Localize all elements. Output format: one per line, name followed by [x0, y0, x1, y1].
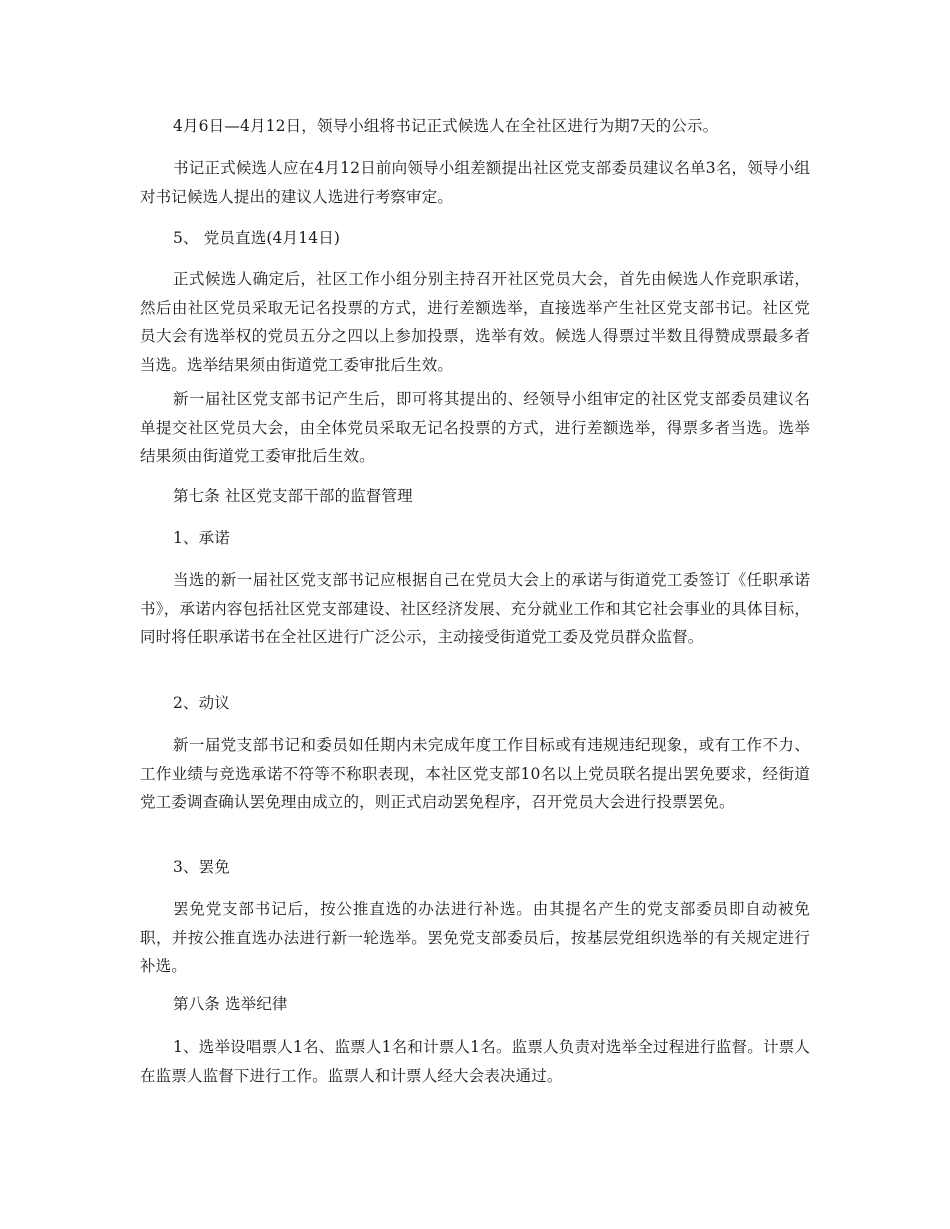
section-heading-direct-election: 5、 党员直选(4月14日): [173, 229, 341, 247]
paragraph-election-procedure: 正式候选人确定后，社区工作小组分别主持召开社区党员大会，首先由候选人作竞职承诺，然后由社区党员采取无记名投票的方式，进行差额选举，直接选举产生社区党支部书记。社区党员大会有选举权的党员五分之四以上参加投票，选举有效。候选人得票过半数且得赞成票最多者当选。选举结果须由街道党工委审批后生效。: [140, 270, 810, 374]
section-heading-recall: 3、罢免: [173, 858, 230, 876]
paragraph-commitment: 当选的新一届社区党支部书记应根据自己在党员大会上的承诺与街道党工委签订《任职承诺书》，承诺内容包括社区党支部建设、社区经济发展、充分就业工作和其它社会事业的具体目标，同时将任职承诺书在全社区进行广泛公示，主动接受街道党工委及党员群众监督。: [140, 571, 810, 646]
paragraph-vote-officials: 1、选举设唱票人1名、监票人1名和计票人1名。监票人负责对选举全过程进行监督。计票人在监票人监督下进行工作。监票人和计票人经大会表决通过。: [140, 1038, 810, 1085]
article-heading-seven: 第七条 社区党支部干部的监督管理: [173, 487, 413, 505]
paragraph-committee-nomination: 书记正式候选人应在4月12日前向领导小组差额提出社区党支部委员建议名单3名，领导小组对书记候选人提出的建议人选进行考察审定。: [140, 159, 810, 206]
article-heading-eight: 第八条 选举纪律: [173, 995, 288, 1013]
section-heading-commitment: 1、承诺: [173, 529, 230, 547]
paragraph-publicity-period: 4月6日—4月12日，领导小组将书记正式候选人在全社区进行为期7天的公示。: [173, 117, 719, 135]
paragraph-motion: 新一届党支部书记和委员如任期内未完成年度工作目标或有违规违纪现象，或有工作不力、工作业绩与竞选承诺不符等不称职表现，本社区党支部10名以上党员联名提出罢免要求，经街道党工委调查确认罢免理由成立的，则正式启动罢免程序，召开党员大会进行投票罢免。: [140, 736, 810, 811]
paragraph-recall: 罢免党支部书记后，按公推直选的办法进行补选。由其提名产生的党支部委员即自动被免职，并按公推直选办法进行新一轮选举。罢免党支部委员后，按基层党组织选举的有关规定进行补选。: [140, 900, 810, 975]
section-heading-motion: 2、动议: [173, 694, 230, 712]
paragraph-committee-election: 新一届社区党支部书记产生后，即可将其提出的、经领导小组审定的社区党支部委员建议名单提交社区党员大会，由全体党员采取无记名投票的方式，进行差额选举，得票多者当选。选举结果须由街道党工委审批后生效。: [140, 390, 810, 465]
